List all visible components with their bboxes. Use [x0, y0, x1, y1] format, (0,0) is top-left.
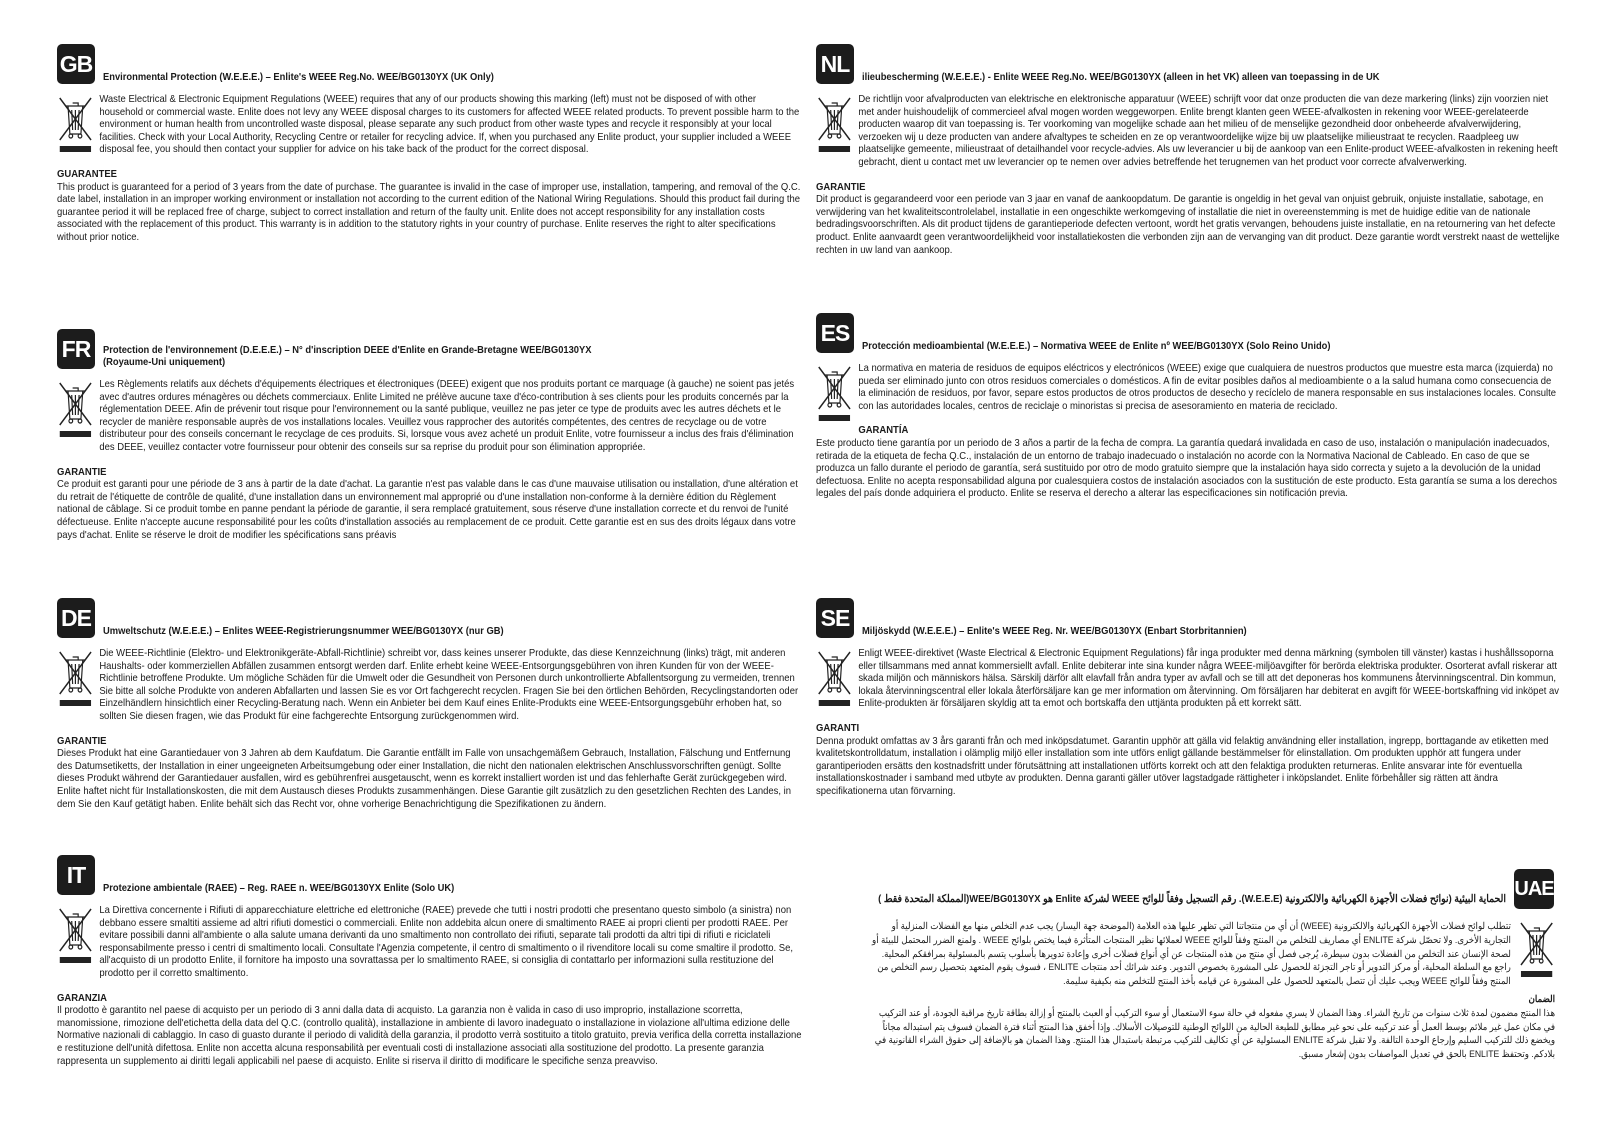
section-fr	[57, 329, 802, 542]
weee-paragraph: De richtlijn voor afvalproducten van elektrische en elektronische apparatuur (WEEE) schrijft voor dat onze producten die van deze markering (links) zijn voorzien niet met ander huishoudelijk of commercieel afval mogen worden weggeworpen. Enlite brengt klanten geen WEEE-afvalkosten in rekening voor WEEE-gerelateerde producten waarop dit van toepassing is. Ter voorkoming van mogelijke schade aan het milieu of de menselijke gezondheid door onbeheerde afvalverwijdering, verzoeken wij u deze producten van andere afvaltypes te scheiden en ze op verantwoordelijke wijze bij uw plaatselijke milieustraat te recyclen. Raadpleeg uw plaatselijke gemeente, milieustraat of detailhandel voor recycle-advies. Als uw leverancier u bij de aankoop van een Enlite-product WEEE-afvalkosten in rekening heeft gebracht, dient u contact met uw leverancier op te nemen over advies betreffende het terugnemen van het product voor correcte afvalverwerking.	[858, 94, 1558, 168]
language-badge: FR	[57, 329, 95, 369]
guarantee-heading: GARANZIA	[57, 992, 107, 1004]
guarantee-paragraph: Denna produkt omfattas av 3 års garanti från och med inköpsdatumet. Garantin upphör att gälla vid felaktig användning eller installation, ingrepp, borttagande av etiketten med kvalitetskontrolldatum, installation i olämplig miljö eller installation som inte utförs enligt gällande bestämmelser för elinstallation. Om produkten upphör att fungera under garantiperioden ersätts den kostnadsfritt under förutsättning att installationen utförts korrekt och att den felaktiga produkten returneras. Enlite ansvarar inte för eventuella installationskostnader i samband med utbyte av produkten. Denna garanti gäller utöver lagstadgade rättigheter i inköpslandet. Enlite förbehåller sig rätten att ändra specifikationerna utan förvarning.	[816, 735, 1549, 797]
guarantee-heading: GARANTIE	[57, 735, 107, 747]
guarantee-heading: الضمان	[1528, 992, 1555, 1004]
weee-paragraph: Les Règlements relatifs aux déchets d'équipements électriques et électroniques (DEEE) exigent que nos produits portant ce marquage (à gauche) ne soient pas jetés avec d'autres ordures ménagères ou déchets commerciaux. Enlite Limited ne prélève aucune taxe d'éco-contribution à ses clients pour les produits concernés par la réglementation DEEE. Afin de prévenir tout risque pour l'environnement ou la santé publique, veuillez ne pas jeter ce type de produits avec les autres déchets et le recycler de manière responsable auprès de vos installations locales. Veuillez vous rapprocher des autorités compétentes, des centres de recyclage ou de votre distributeur pour des conseils concernant le recyclage de ces produits. Si, lorsque vous avez acheté un produit Enlite, votre fournisseur a inclus des frais d'élimination des DEEE, veuillez contacter votre fournisseur pour obtenir des conseils sur sa reprise du produit pour son élimination appropriée.	[99, 379, 795, 453]
section-title: Environmental Protection (W.E.E.E.) – Enlite's WEEE Reg.No. WEE/BG0130YX (UK Only)	[103, 72, 494, 84]
weee-crossed-bin-icon	[1515, 919, 1555, 983]
section-header	[816, 44, 1561, 88]
weee-paragraph: Enligt WEEE-direktivet (Waste Electrical & Electronic Equipment Regulations) får inga produkter med denna märkning (symbolen till vänster) kastas i hushållssoporna eller tillsammans med annat kommersiellt avfall. Enlite debiterar inte sina kunder några WEEE-miljöavgifter för berörda elektriska produkter. Osorterat avfall riskerar att skada miljön och människors hälsa. Särskilj därför allt elavfall från andra typer av avfall och se till att det deponeras hos kommunens återvinningscentral. Din kommun, lokala återvinningscentral eller lokala återförsäljare kan ge mer information om återvinning. Om försäljaren har debiterat en avgift för WEEE-bortskaffning vid inköpet av Enlite-produkten är försäljaren skyldig att ta emot och bortskaffa den uttjänta produkten på ett korrekt sätt.	[858, 648, 1559, 710]
section-header	[57, 598, 802, 642]
section-title: ilieubescherming (W.E.E.E.) - Enlite WEEE Reg.No. WEE/BG0130YX (alleen in het VK) alleen van toepassing in de UK	[862, 72, 1380, 84]
language-badge: ES	[816, 313, 854, 353]
section-es	[816, 313, 1561, 501]
section-body	[816, 648, 1561, 799]
weee-crossed-bin-icon	[57, 648, 97, 712]
section-title: Protezione ambientale (RAEE) – Reg. RAEE n. WEE/BG0130YX Enlite (Solo UK)	[103, 883, 455, 895]
section-body	[816, 94, 1561, 257]
section-uae	[810, 869, 1554, 1061]
section-title: Protección medioambiental (W.E.E.E.) – Normativa WEEE de Enlite nº WEE/BG0130YX (Solo Reino Unido)	[862, 341, 1331, 353]
section-body	[57, 905, 802, 1068]
weee-crossed-bin-icon	[816, 648, 856, 712]
section-it	[57, 855, 802, 1068]
language-badge: UAE	[1514, 869, 1554, 909]
weee-crossed-bin-icon	[816, 363, 856, 427]
guarantee-paragraph: هذا المنتج مضمون لمدة ثلاث سنوات من تاريخ الشراء. وهذا الضمان لا يسري مفعوله في حالة سوء الاستعمال أو سوء التركيب أو العبث بالمنتج أو إزالة بطاقة تاريخ مراقبة الجودة، أو عند التركيب في مكان عمل غير ملائم بوسط العمل أو عند تركيبه على نحو غير مطابق للطبعة الحالية من اللوائح الوطنية للتوصيلات الأسلاك. وإذا أخفق هذا المنتج أثناء فترة الضمان فسوف يتم استبداله مجاناً ويخضع ذلك للتركيب السليم وإرجاع الوحدة التالفة. ولا تقبل شركة ENLITE المسئولية عن أي تكاليف للتركيب مرتبطة باستبدال هذا المنتج. وهذا الضمان هو بالإضافة إلى حقوق الشراء القانونية في بلادكم. وتحتفظ ENLITE بالحق في تعديل المواصفات بدون إشعار مسبق.	[874, 1006, 1555, 1060]
weee-paragraph: La Direttiva concernente i Rifiuti di apparecchiature elettriche ed elettroniche (RAEE) prevede che tutti i nostri prodotti che presentano questo simbolo (a sinistra) non debbano essere smaltiti assieme ad altri rifiuti domestici o commerciali. Enlite non addebita alcun onere di smaltimento RAEE ai propri clienti per prodotti RAEE. Per evitare possibili danni all'ambiente o alla salute umana derivanti da uno smaltimento non controllato dei rifiuti, separate tali prodotti da altri tipi di rifiuti e riciclateli responsabilmente presso i centri di smaltimento locali. Consultate l'Agenzia competente, il centro di smaltimento o il rivenditore locali su come smaltire il prodotto. Se, all'acquisto di un prodotto Enlite, il fornitore ha imposto una sovrattassa per lo smaltimento RAEE, si consiglia di contattarlo per informazioni sulla restituzione del prodotto per il corretto smaltimento.	[99, 905, 793, 979]
language-badge: GB	[57, 44, 95, 84]
weee-paragraph: Die WEEE-Richtlinie (Elektro- und Elektronikgeräte-Abfall-Richtlinie) schreibt vor, dass keines unserer Produkte, das diese Kennzeichnung (links) trägt, mit anderen Haushalts- oder kommerziellen Abfällen zusammen entsorgt werden darf. Enlite erhebt keine WEEE-Entsorgungsgebühren von ihren Kunden für von der WEEE-Richtlinie betroffene Produkte. Um mögliche Schäden für die Umwelt oder die Gesundheit von Personen durch unkontrollierte Abfallentsorgung zu vermeiden, trennen Sie bitte all solche Produkte von anderen Abfallarten und lassen Sie es vor Ort fachgerecht recyclen. Fragen Sie bei den örtlichen Behörden, Recyclingstandorten oder Einzelhändlern hinsichtlich einer Recycling-Beratung nach. Wenn ein Anbieter bei dem Kauf eines Enlite-Produkts eine WEEE-Entsorgungsgebühr erhoben hat, so sollten Sie diesen fragen, wie das Produkt für eine fachgerechte Entsorgung zurückgenommen wird.	[99, 648, 799, 722]
language-badge: IT	[57, 855, 95, 895]
guarantee-heading: GARANTÍA	[858, 425, 909, 437]
weee-crossed-bin-icon	[57, 94, 97, 158]
section-header	[810, 869, 1554, 913]
section-header	[816, 598, 1561, 642]
language-badge: NL	[816, 44, 854, 84]
guarantee-heading: GARANTIE	[816, 181, 866, 193]
section-title: Miljöskydd (W.E.E.E.) – Enlite's WEEE Reg. Nr. WEE/BG0130YX (Enbart Storbritannien)	[862, 626, 1247, 638]
section-se	[816, 598, 1561, 799]
weee-crossed-bin-icon	[816, 94, 856, 158]
guarantee-paragraph: Este producto tiene garantía por un periodo de 3 años a partir de la fecha de compra. La garantía quedará invalidada en caso de uso, instalación o manipulación inadecuados, retirada de la etiqueta de fecha Q.C., instalación de un entorno de trabajo inadecuado o instalación no acorde con la Normativa Nacional de Cableado. En caso de que se produzca un fallo durante el periodo de garantía, será sustituido por otro de modo gratuito siempre que la instalación haya sido correcta y sujeto a la devolución de la unidad defectuosa. Enlite no acepta responsabilidad alguna por cualesquiera costos de instalación asociados con la sustitución de este producto. Esta garantía se suma a los derechos legales del país donde adquiriera el producto. Enlite se reserva el derecho a alterar las especificaciones sin notificación previa.	[816, 437, 1557, 500]
section-body	[57, 379, 802, 542]
section-body	[870, 919, 1555, 1061]
weee-crossed-bin-icon	[57, 379, 97, 443]
guarantee-heading: GARANTI	[816, 722, 860, 734]
section-title: Umweltschutz (W.E.E.E.) – Enlites WEEE-Registrierungsnummer WEE/BG0130YX (nur GB)	[103, 626, 504, 638]
weee-paragraph: La normativa en materia de residuos de equipos eléctricos y electrónicos (WEEE) exige que cualquiera de nuestros productos que muestre esta marca (izquierda) no pueda ser eliminado junto con otros residuos comerciales o domésticos. A fin de evitar posibles daños al medioambiente o a la salud humana como consecuencia de la eliminación de residuos, por favor, separe estos productos de otros productos de desecho y recíclelo de manera responsable en sus instalaciones locales. Consulte con las autoridades locales, centros de reciclaje o minoristas si precisa de asesoramiento en materia de reciclado.	[858, 363, 1557, 412]
guarantee-paragraph: Il prodotto è garantito nel paese di acquisto per un periodo di 3 anni dalla data di acquisto. La garanzia non è valida in caso di uso improprio, installazione scorretta, manomissione, rimozione dell'etichetta della data del Q.C. (controllo qualità), installazione in ambiente di lavoro inadeguato o installazione in violazione all'ultima edizione delle Normative nazionali di cablaggio. In caso di guasto durante il periodo di validità della garanzia, il prodotto verrà sostituito a titolo gratuito, previa verifica della corretta installazione e restituzione dell'unità difettosa. Enlite non accetta alcuna responsabilità per eventuali costi di installazione associati alla sostituzione del prodotto. La presente garanzia rappresenta un supplemento ai diritti legali applicabili nel paese di acquisto. Enlite si riserva il diritto di modificare le specifiche senza preavviso.	[57, 1005, 802, 1067]
language-badge: SE	[816, 598, 854, 638]
section-title: Protection de l'environnement (D.E.E.E.) – N° d'inscription DEEE d'Enlite en Grande-Bretagne WEE/BG0130YX (Royaume-Uni uniquement)	[103, 344, 592, 369]
section-nl	[816, 44, 1561, 257]
guarantee-heading: GUARANTEE	[57, 168, 118, 180]
language-badge: DE	[57, 598, 95, 638]
weee-paragraph: تتطلب لوائح فضلات الأجهزة الكهربائية والالكترونية (WEEE) أن أي من منتجاتنا التي تظهر عليها هذه العلامة (الموضحة جهة اليسار) يجب عدم التخلص منها مع الفضلات المنزلية أو التجارية الأخرى. ولا تحصّل شركة ENLITE أي مصاريف للتخلص من المنتج وفقاً للوائح WEEE لعملائها نظير المنتجات المتأثرة فيما يختص بلوائح WEEE . ولمنع الضرر المحتمل للبيئة أو لصحة الإنسان عند التخلص من الفضلات بدون سيطرة، يُرجى فصل أي منتج من هذه المنتجات عن أي أنواع فضلات أخرى وإعادة تدويرها بأسلوب يتسم بالمسئولية بمرافقكم المحلية. راجع مع السلطة المحلية، أو مركز التدوير أو تاجر التجزئة للحصول على المشورة بخصوص التدوير. وعند شرائك أحد منتجات ENLITE ، فسوف يقوم المتعهد بتحصيل رسم التخلص من المنتج وفقاً للوائح WEEE ويجب عليك أن تتصل بالمتعهد للحصول على المشورة عن قيامه بأخذ المنتج للتخلص منه بكيفية سليمة.	[872, 920, 1511, 987]
section-title: الحماية البيئية (نوائح فضلات الأجهزة الكهربائية والالكترونية (W.E.E.E). رقم التسجيل وفقاً للوائح WEEE لشركة Enlite هو WEE/BG0130YX(المملكة المتحدة فقط )	[878, 894, 1506, 906]
section-header	[57, 855, 802, 899]
section-body	[57, 648, 802, 811]
section-header	[57, 329, 802, 373]
guarantee-paragraph: This product is guaranteed for a period of 3 years from the date of purchase. The guarantee is invalid in the case of improper use, installation, tampering, and removal of the Q.C. date label, installation in an improper working environment or installation not according to the current edition of the National Wiring Regulations. Should this product fail during the guarantee period it will be replaced free of charge, subject to correct installation and return of the faulty unit. Enlite does not accept responsibility for any installation costs associated with the replacement of this product. This warranty is in addition to the statutory rights in your country of purchase. Enlite reserves the right to alter specifications without prior notice.	[57, 181, 801, 243]
section-body	[816, 363, 1561, 501]
guarantee-paragraph: Dieses Produkt hat eine Garantiedauer von 3 Jahren ab dem Kaufdatum. Die Garantie entfällt im Falle von unsachgemäßem Gebrauch, Installation, Fälschung und Entfernung des Datumsetiketts, der Installation in einer ungeeigneten Arbeitsumgebung oder einer Installation, die nicht den nationalen elektrischen Anschlussvorschriften genügt. Sollte dieses Produkt während der Garantiedauer ausfallen, wird es gebührenfrei ausgetauscht, wenn es korrekt installiert worden ist und das fehlerhafte Gerät zurückgegeben wird. Enlite haftet nicht für Installationskosten, die mit dem Austausch dieses Produkts zusammenhängen. Diese Garantie gilt zusätzlich zu den gesetzlichen Rechten des Landes, in dem Sie den Kauf getätigt haben. Enlite behält sich das Recht vor, ohne vorherige Benachrichtigung die Spezifikationen zu ändern.	[57, 748, 792, 810]
guarantee-paragraph: Dit product is gegarandeerd voor een periode van 3 jaar en vanaf de aankoopdatum. De garantie is ongeldig in het geval van onjuist gebruik, onjuiste installatie, sabotage, en verwijdering van het kwaliteitscontrolelabel, installatie in een ongeschikte werkomgeving of installatie die niet in overeenstemming is met de huidige editie van de nationale bedradingsvoorschriften. Als dit product tijdens de garantieperiode defecten vertoont, wordt het gratis vervangen, behoudens juiste installatie, en na retournering van het defecte product. Enlite aanvaardt geen verantwoordelijkheid voor installatiekosten die verbonden zijn aan de vervanging van dit product. Deze garantie wordt verstrekt naast de wettelijke rechten in uw land van aankoop.	[816, 194, 1560, 256]
guarantee-heading: GARANTIE	[57, 466, 107, 478]
guarantee-paragraph: Ce produit est garanti pour une période de 3 ans à partir de la date d'achat. La garantie n'est pas valable dans le cas d'une mauvaise utilisation ou installation, d'une altération et du retrait de l'étiquette de contrôle de qualité, d'une installation dans un environnement mal approprié ou d'une installation non-conforme à la dernière édition du Règlement national de câblage. Si ce produit tombe en panne pendant la période de garantie, il sera remplacé gratuitement, sous réserve d'une installation correcte et du renvoi de l'unité défectueuse. Enlite n'accepte aucune responsabilité pour les coûts d'installation associés au remplacement de ce produit. Cette garantie est en sus des droits légaux dans votre pays d'achat. Enlite se réserve le droit de modifier les spécifications sans préavis	[57, 479, 798, 541]
section-gb	[57, 44, 802, 245]
section-body	[57, 94, 802, 245]
weee-crossed-bin-icon	[57, 905, 97, 969]
section-header	[816, 313, 1561, 357]
section-header	[57, 44, 802, 88]
weee-paragraph: Waste Electrical & Electronic Equipment Regulations (WEEE) requires that any of our products showing this marking (left) must not be disposed of with other household or commercial waste. Enlite does not levy any WEEE disposal charges to its customers for affected WEEE related products. To prevent possible harm to the environment or human health from uncontrolled waste disposal, please separate any such product from other waste types and recycle it responsibly at your local facilities. Check with your Local Authority, Recycling Centre or retailer for recycling advice. If, when you purchased any Enlite product, your supplier included a WEEE disposal fee, you should then contact your supplier for advice on his take back of the product for the correct disposal.	[99, 94, 800, 156]
section-de	[57, 598, 802, 811]
